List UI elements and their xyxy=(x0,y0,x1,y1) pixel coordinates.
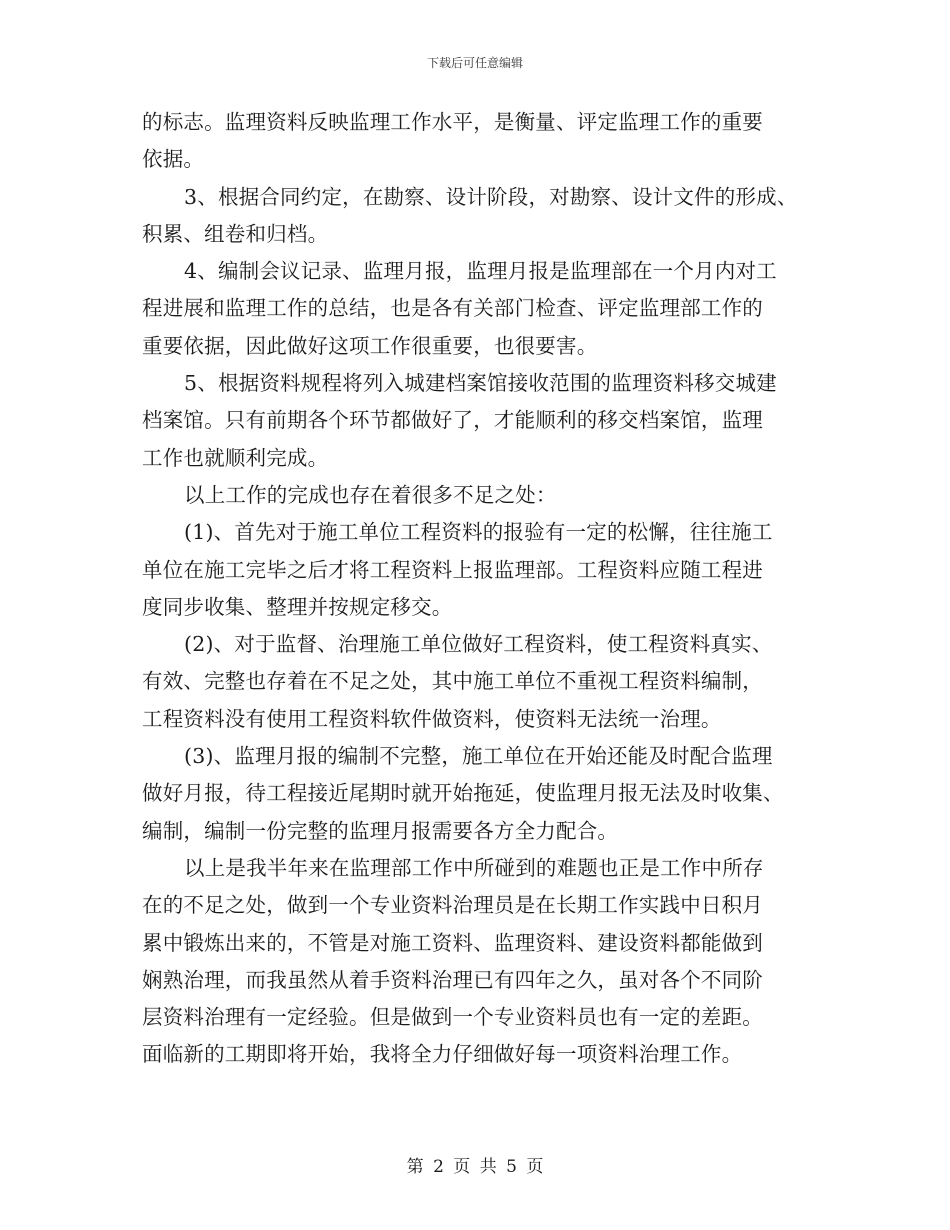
paragraph-first-line: 4、编制会议记录、监理月报，监理月报是监理部在一个月内对工 xyxy=(184,259,777,284)
paragraph-first-line: 以上是我半年来在监理部工作中所碰到的难题也正是工作中所存 xyxy=(184,855,764,880)
paragraph-line: 面临新的工期即将开始，我将全力仔细做好每一项资料治理工作。 xyxy=(142,1042,743,1067)
paragraph-line: 有效、完整也存着在不足之处，其中施工单位不重视工程资料编制， xyxy=(142,669,763,694)
paragraph-line: 娴熟治理，而我虽然从着手资料治理已有四年之久，虽对各个不同阶 xyxy=(142,967,763,992)
paragraph-first-line: 以上工作的完成也存在着很多不足之处： xyxy=(184,482,557,507)
document-body xyxy=(142,104,822,1074)
paragraph-line: 程进展和监理工作的总结，也是各有关部门检查、评定监理部工作的 xyxy=(142,296,763,321)
paragraph-line: 工作也就顺利完成。 xyxy=(142,445,329,470)
paragraph-line: 累中锻炼出来的，不管是对施工资料、监理资料、建设资料都能做到 xyxy=(142,930,763,955)
paragraph-line: 单位在施工完毕之后才将工程资料上报监理部。工程资料应随工程进 xyxy=(142,557,763,582)
paragraph-line: 度同步收集、整理并按规定移交。 xyxy=(142,594,453,619)
paragraph-first-line: 3、根据合同约定，在勘察、设计阶段，对勘察、设计文件的形成、 xyxy=(184,184,798,209)
paragraph-first-line: 5、根据资料规程将列入城建档案馆接收范围的监理资料移交城建 xyxy=(184,371,777,396)
paragraph-first-line: (3)、监理月报的编制不完整，施工单位在开始还能及时配合监理 xyxy=(184,744,773,769)
paragraph-first-line: (1)、首先对于施工单位工程资料的报验有一定的松懈，往往施工 xyxy=(184,520,773,545)
paragraph-first-line: (2)、对于监督、治理施工单位做好工程资料，使工程资料真实、 xyxy=(184,632,773,657)
paragraph-line: 的标志。监理资料反映监理工作水平，是衡量、评定监理工作的重要 xyxy=(142,110,763,134)
paragraph-line: 做好月报，待工程接近尾期时就开始拖延，使监理月报无法及时收集、 xyxy=(142,781,784,806)
paragraph-line: 层资料治理有一定经验。但是做到一个专业资料员也有一定的差距。 xyxy=(142,1005,763,1030)
paragraph-line: 工程资料没有使用工程资料软件做资料，使资料无法统一治理。 xyxy=(142,706,722,731)
paragraph-line: 编制，编制一份完整的监理月报需要各方全力配合。 xyxy=(142,818,619,843)
page-header: 下载后可任意编辑 xyxy=(426,56,523,70)
paragraph-line: 积累、组卷和归档。 xyxy=(142,221,329,246)
paragraph-line: 重要依据，因此做好这项工作很重要，也很要害。 xyxy=(142,333,598,358)
page-number-footer: 第 2 页 共 5 页 xyxy=(406,1157,544,1177)
paragraph-line: 在的不足之处，做到一个专业资料治理员是在长期工作实践中日积月 xyxy=(142,893,763,918)
paragraph-line: 档案馆。只有前期各个环节都做好了，才能顺利的移交档案馆，监理 xyxy=(142,408,763,433)
paragraph-line: 依据。 xyxy=(142,147,205,172)
